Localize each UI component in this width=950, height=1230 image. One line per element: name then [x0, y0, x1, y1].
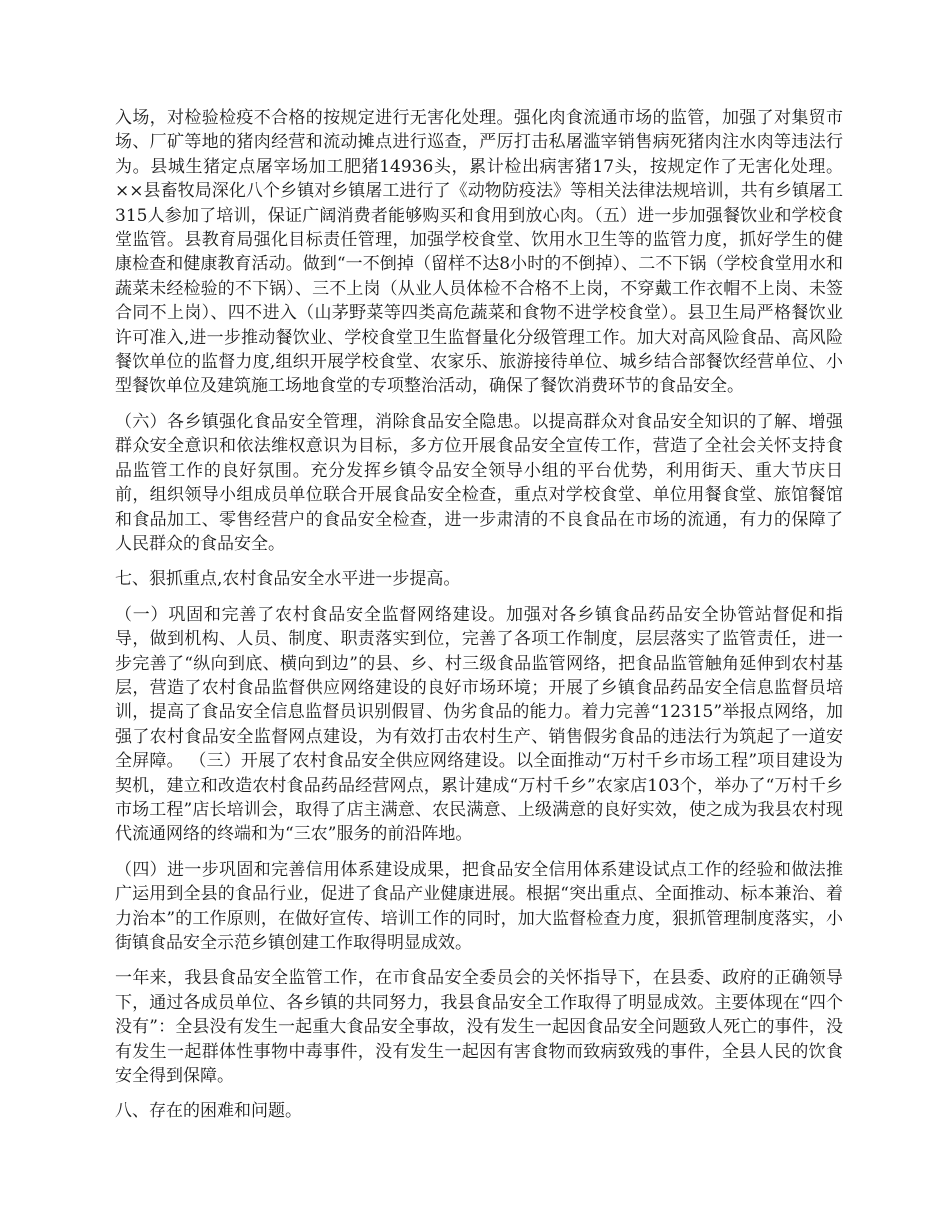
paragraph-rural-network: （一）巩固和完善了农村食品安全监督网络建设。加强对各乡镇食品药品安全协管站督促和指导，做到机构、人员、制度、职责落实到位，完善了各项工作制度，层层落实了监管责任，进一步完善了“纵向到底、横向到边”的县、乡、村三级食品监管网络，把食品监管触角延伸到农村基层，营造了农村食品监督供应网络建设的良好市场环境；开展了乡镇食品药品安全信息监督员培训，提高了食品安全信息监督员识别假冒、伪劣食品的能力。着力完善“12315”举报点网络，加强了农村食品安全监督网点建设，为有效打击农村生产、销售假劣食品的违法行为筑起了一道安全屏障。 （三）开展了农村食品安全供应网络建设。以全面推动“万村千乡市场工程”项目建设为契机，建立和改造农村食品药品经营网点，累计建成“万村千乡”农家店103个，举办了“万村千乡市场工程”店长培训会，取得了店主满意、农民满意、上级满意的良好实效，使之成为我县农村现代流通网络的终端和为“三农”服务的前沿阵地。	[115, 604, 843, 845]
section-heading-seven: 七、狠抓重点,农村食品安全水平进一步提高。	[115, 569, 461, 590]
paragraph-credit-system: （四）进一步巩固和完善信用体系建设成果，把食品安全信用体系建设试点工作的经验和做法推广运用到全县的食品行业，促进了食品产业健康进展。根据“突出重点、全面推动、标本兼治、着力治本”的工作原则，在做好宣传、培训工作的同时，加大监督检查力度，狠抓管理制度落实，小街镇食品安全示范乡镇创建工作取得明显成效。	[115, 859, 843, 953]
section-heading-eight: 八、存在的困难和问题。	[115, 1101, 302, 1122]
paragraph-meat-and-school-canteen: 入场，对检验检疫不合格的按规定进行无害化处理。强化肉食流通市场的监管，加强了对集贸市场、厂矿等地的猪肉经营和流动摊点进行巡查，严厉打击私屠滥宰销售病死猪肉注水肉等违法行为。县城生猪定点屠宰场加工肥猪14936头，累计检出病害猪17头，按规定作了无害化处理。××县畜牧局深化八个乡镇对乡镇屠工进行了《动物防疫法》等相关法律法规培训，共有乡镇屠工315人参加了培训，保证广阔消费者能够购买和食用到放心肉。（五）进一步加强餐饮业和学校食堂监管。县教育局强化目标责任管理，加强学校食堂、饮用水卫生等的监管力度，抓好学生的健康检查和健康教育活动。做到“一不倒掉（留样不达8小时的不倒掉）、二不下锅（学校食堂用水和蔬菜未经检验的不下锅）、三不上岗（从业人员体检不合格不上岗，不穿戴工作衣帽不上岗、未签合同不上岗）、四不进入（山茅野菜等四类高危蔬菜和食物不进学校食堂）。县卫生局严格餐饮业许可准入,进一步推动餐饮业、学校食堂卫生监督量化分级管理工作。加大对高风险食品、高风险餐饮单位的监督力度,组织开展学校食堂、农家乐、旅游接待单位、城乡结合部餐饮经营单位、小型餐饮单位及建筑施工场地食堂的专项整治活动，确保了餐饮消费环节的食品安全。	[115, 108, 843, 397]
document-page	[115, 106, 843, 1135]
paragraph-township-food-safety: （六）各乡镇强化食品安全管理，消除食品安全隐患。以提高群众对食品安全知识的了解、增强群众安全意识和依法维权意识为目标，多方位开展食品安全宣传工作，营造了全社会关怀支持食品监管工作的良好氛围。充分发挥乡镇令品安全领导小组的平台优势，利用街天、重大节庆日前，组织领导小组成员单位联合开展食品安全检查，重点对学校食堂、单位用餐食堂、旅馆餐馆和食品加工、零售经营户的食品安全检查，进一步肃清的不良食品在市场的流通，有力的保障了人民群众的食品安全。	[115, 411, 843, 554]
paragraph-year-summary: 一年来，我县食品安全监管工作，在市食品安全委员会的关怀指导下，在县委、政府的正确领导下，通过各成员单位、各乡镇的共同努力，我县食品安全工作取得了明显成效。主要体现在“四个没有”：全县没有发生一起重大食品安全事故，没有发生一起因食品安全问题致人死亡的事件，没有发生一起群体性事物中毒事件，没有发生一起因有害食物而致病致残的事件，全县人民的饮食安全得到保障。	[115, 968, 843, 1087]
